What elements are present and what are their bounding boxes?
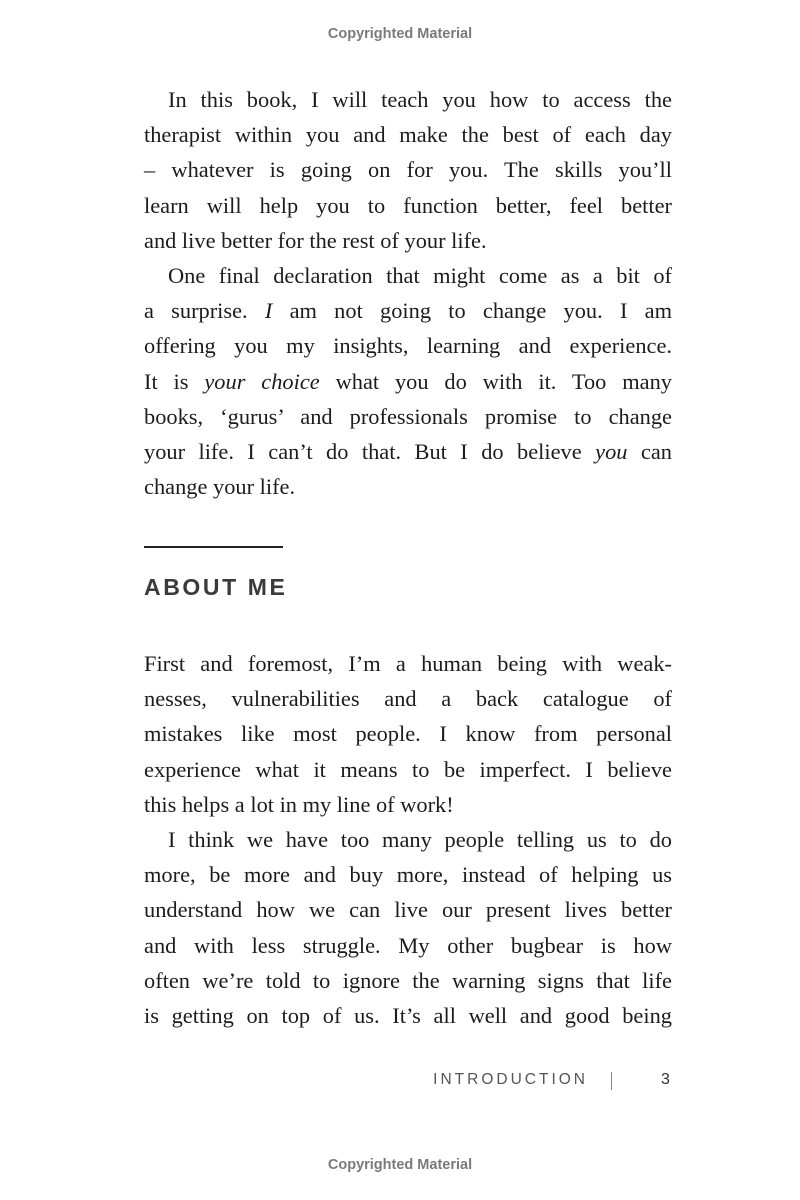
footer-separator (611, 1072, 612, 1090)
text-line: First and foremost, I’m a human being with weak- (144, 651, 672, 676)
text-line: learn will help you to function better, feel better (144, 192, 672, 218)
copyright-watermark-bottom: Copyrighted Material (327, 1157, 473, 1173)
text-line: In this book, I will teach you how to access the (168, 87, 672, 112)
text-line: books, ‘gurus’ and professionals promise to change (144, 403, 672, 429)
text-line: this helps a lot in my line of work! (144, 791, 454, 817)
text-line: change your life. (144, 474, 296, 500)
text-line: is getting on top of us. It’s all well and good being (144, 1003, 672, 1029)
text-line: understand how we can live our present lives better (144, 897, 672, 923)
text-line: more, be more and buy more, instead of helping us (144, 862, 672, 888)
introduction-body (144, 82, 672, 504)
section-heading: ABOUT ME (144, 574, 288, 600)
text-line: and live better for the rest of your life. (144, 227, 487, 253)
text-line: a surprise. I am not going to change you. I am (144, 298, 672, 324)
copyright-watermark-top: Copyrighted Material (327, 26, 473, 42)
running-footer-chapter: INTRODUCTION (433, 1071, 588, 1088)
text-line: your life. I can’t do that. But I do believe you can (144, 439, 673, 465)
emphasis: I (264, 298, 273, 324)
text-line: often we’re told to ignore the warning signs that life (144, 967, 672, 993)
text-line: experience what it means to be imperfect. I believe (144, 756, 672, 782)
text-line: mistakes like most people. I know from personal (144, 721, 672, 747)
text-line: It is your choice what you do with it. Too many (144, 368, 672, 394)
section-divider (144, 546, 283, 548)
text-line: One final declaration that might come as a bit of (168, 263, 672, 289)
text-line: I think we have too many people telling us to do (168, 827, 672, 853)
text-line: – whatever is going on for you. The skills you’ll (144, 157, 672, 183)
page-footer (0, 1071, 800, 1095)
emphasis: you (595, 439, 628, 465)
about-me-body (144, 646, 672, 1033)
text-line: therapist within you and make the best of each day (144, 122, 672, 148)
text-line: offering you my insights, learning and experience. (144, 333, 672, 359)
text-line: and with less struggle. My other bugbear is how (144, 932, 672, 958)
emphasis: your choice (204, 368, 320, 394)
page-number: 3 (661, 1071, 670, 1088)
text-line: nesses, vulnerabilities and a back catalogue of (144, 686, 672, 712)
